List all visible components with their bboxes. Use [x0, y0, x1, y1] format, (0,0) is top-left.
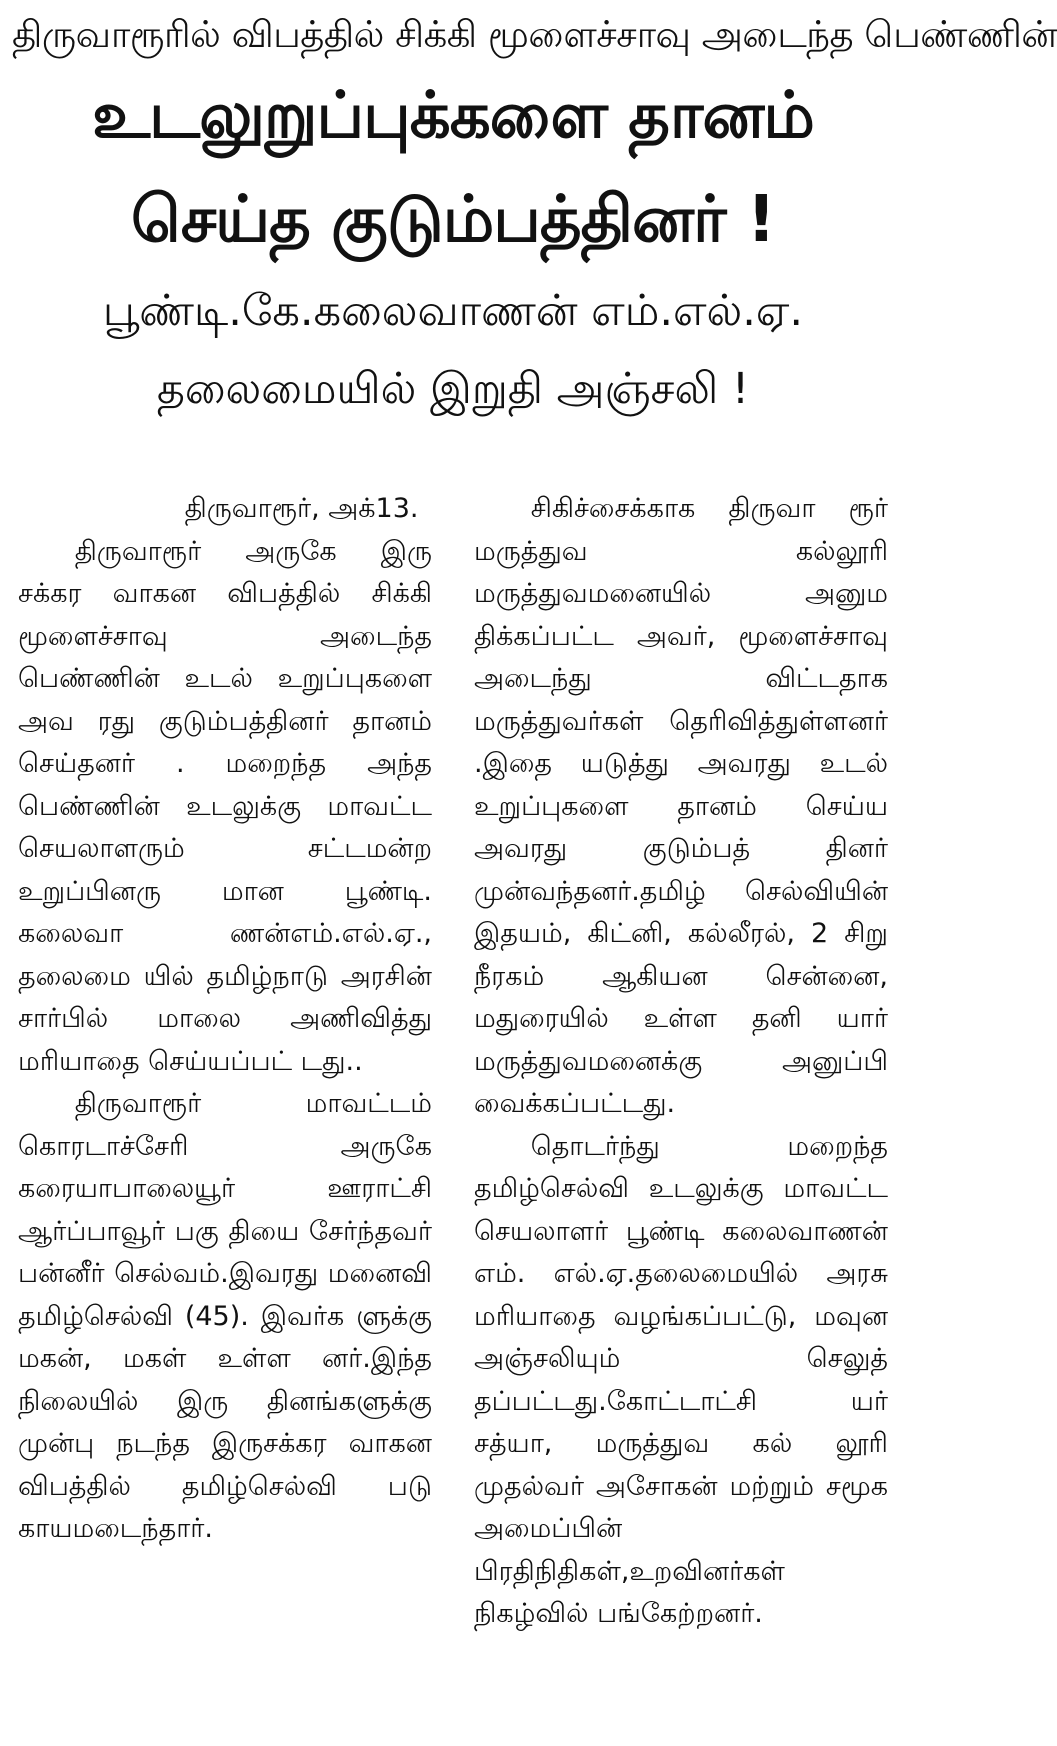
- headline-line-1: உடலுறுப்புக்களை தானம்: [92, 79, 814, 153]
- paragraph: சிகிச்சைக்காக திருவா ரூர் மருத்துவ கல்லூரி மருத்துவமனையில் அனும திக்கப்பட்ட அவர், மூளைச்சாவு அடைந்து விட்டதாக மருத்துவர்கள் தெரிவித்துள்ளனர் .இதை யடுத்து அவரது உடல் உறுப்புகளை தானம் செய்ய அவரது குடும்பத் தினர் முன்வந்தனர்.தமிழ் செல்வியின் இதயம், கிட்னி, கல்லீரல், 2 சிறு நீரகம் ஆகியன சென்னை, மதுரையில் உள்ள தனி யார் மருத்துவமனைக்கு அனுப்பி வைக்கப்பட்டது.: [474, 493, 888, 1119]
- column-right: [474, 488, 888, 1746]
- headline-line-2: செய்த குடும்பத்தினர் !: [131, 183, 775, 257]
- kicker-headline: திருவாரூரில் விபத்தில் சிக்கி மூளைச்சாவு அடைந்த பெண்ணின்: [12, 13, 1057, 56]
- subhead-line-2: தலைமையில் இறுதி அஞ்சலி !: [156, 364, 750, 414]
- article-body: [18, 488, 888, 1746]
- paragraph: தொடர்ந்து மறைந்த தமிழ்செல்வி உடலுக்கு மாவட்ட செயலாளர் பூண்டி கலைவாணன் எம். எல்.ஏ.தலைமையில் அரசு மரியாதை வழங்கப்பட்டு, மவுன அஞ்சலியும் செலுத் தப்பட்டது.கோட்டாட்சி யர் சத்யா, மருத்துவ கல் லூரி முதல்வர் அசோகன் மற்றும் சமூக அமைப்பின் பிரதிநிதிகள்,உறவினர்கள் நிகழ்வில் பங்கேற்றனர்.: [474, 1130, 888, 1629]
- paragraph: திருவாரூர் மாவட்டம் கொரடாச்சேரி அருகே கரையாபாலையூர் ஊராட்சி ஆர்ப்பாவூர் பகு தியை சேர்ந்தவர் பன்னீர் செல்வம்.இவரது மனைவி தமிழ்செல்வி (45). இவர்க ளுக்கு மகன், மகள் உள்ள னர்.இந்த நிலையில் இரு தினங்களுக்கு முன்பு நடந்த இருசக்கர வாகன விபத்தில் தமிழ்செல்வி படு காயமடைந்தார்.: [18, 1088, 432, 1544]
- dateline: திருவாரூர், அக்13.: [184, 493, 419, 524]
- paragraph: திருவாரூர் அருகே இரு சக்கர வாகன விபத்தில் சிக்கி மூளைச்சாவு அடைந்த பெண்ணின் உடல் உறுப்புகளை அவ ரது குடும்பத்தினர் தானம் செய்தனர் . மறைந்த அந்த பெண்ணின் உடலுக்கு மாவட்ட செயலாளரும் சட்டமன்ற உறுப்பினரு மான பூண்டி. கலைவா ணன்எம்.எல்.ஏ., தலைமை யில் தமிழ்நாடு அரசின் சார்பில் மாலை அணிவித்து மரியாதை செய்யப்பட் டது..: [18, 535, 432, 1077]
- subhead-line-1: பூண்டி.கே.கலைவாணன் எம்.எல்.ஏ.: [102, 286, 804, 336]
- column-left: [18, 488, 432, 1746]
